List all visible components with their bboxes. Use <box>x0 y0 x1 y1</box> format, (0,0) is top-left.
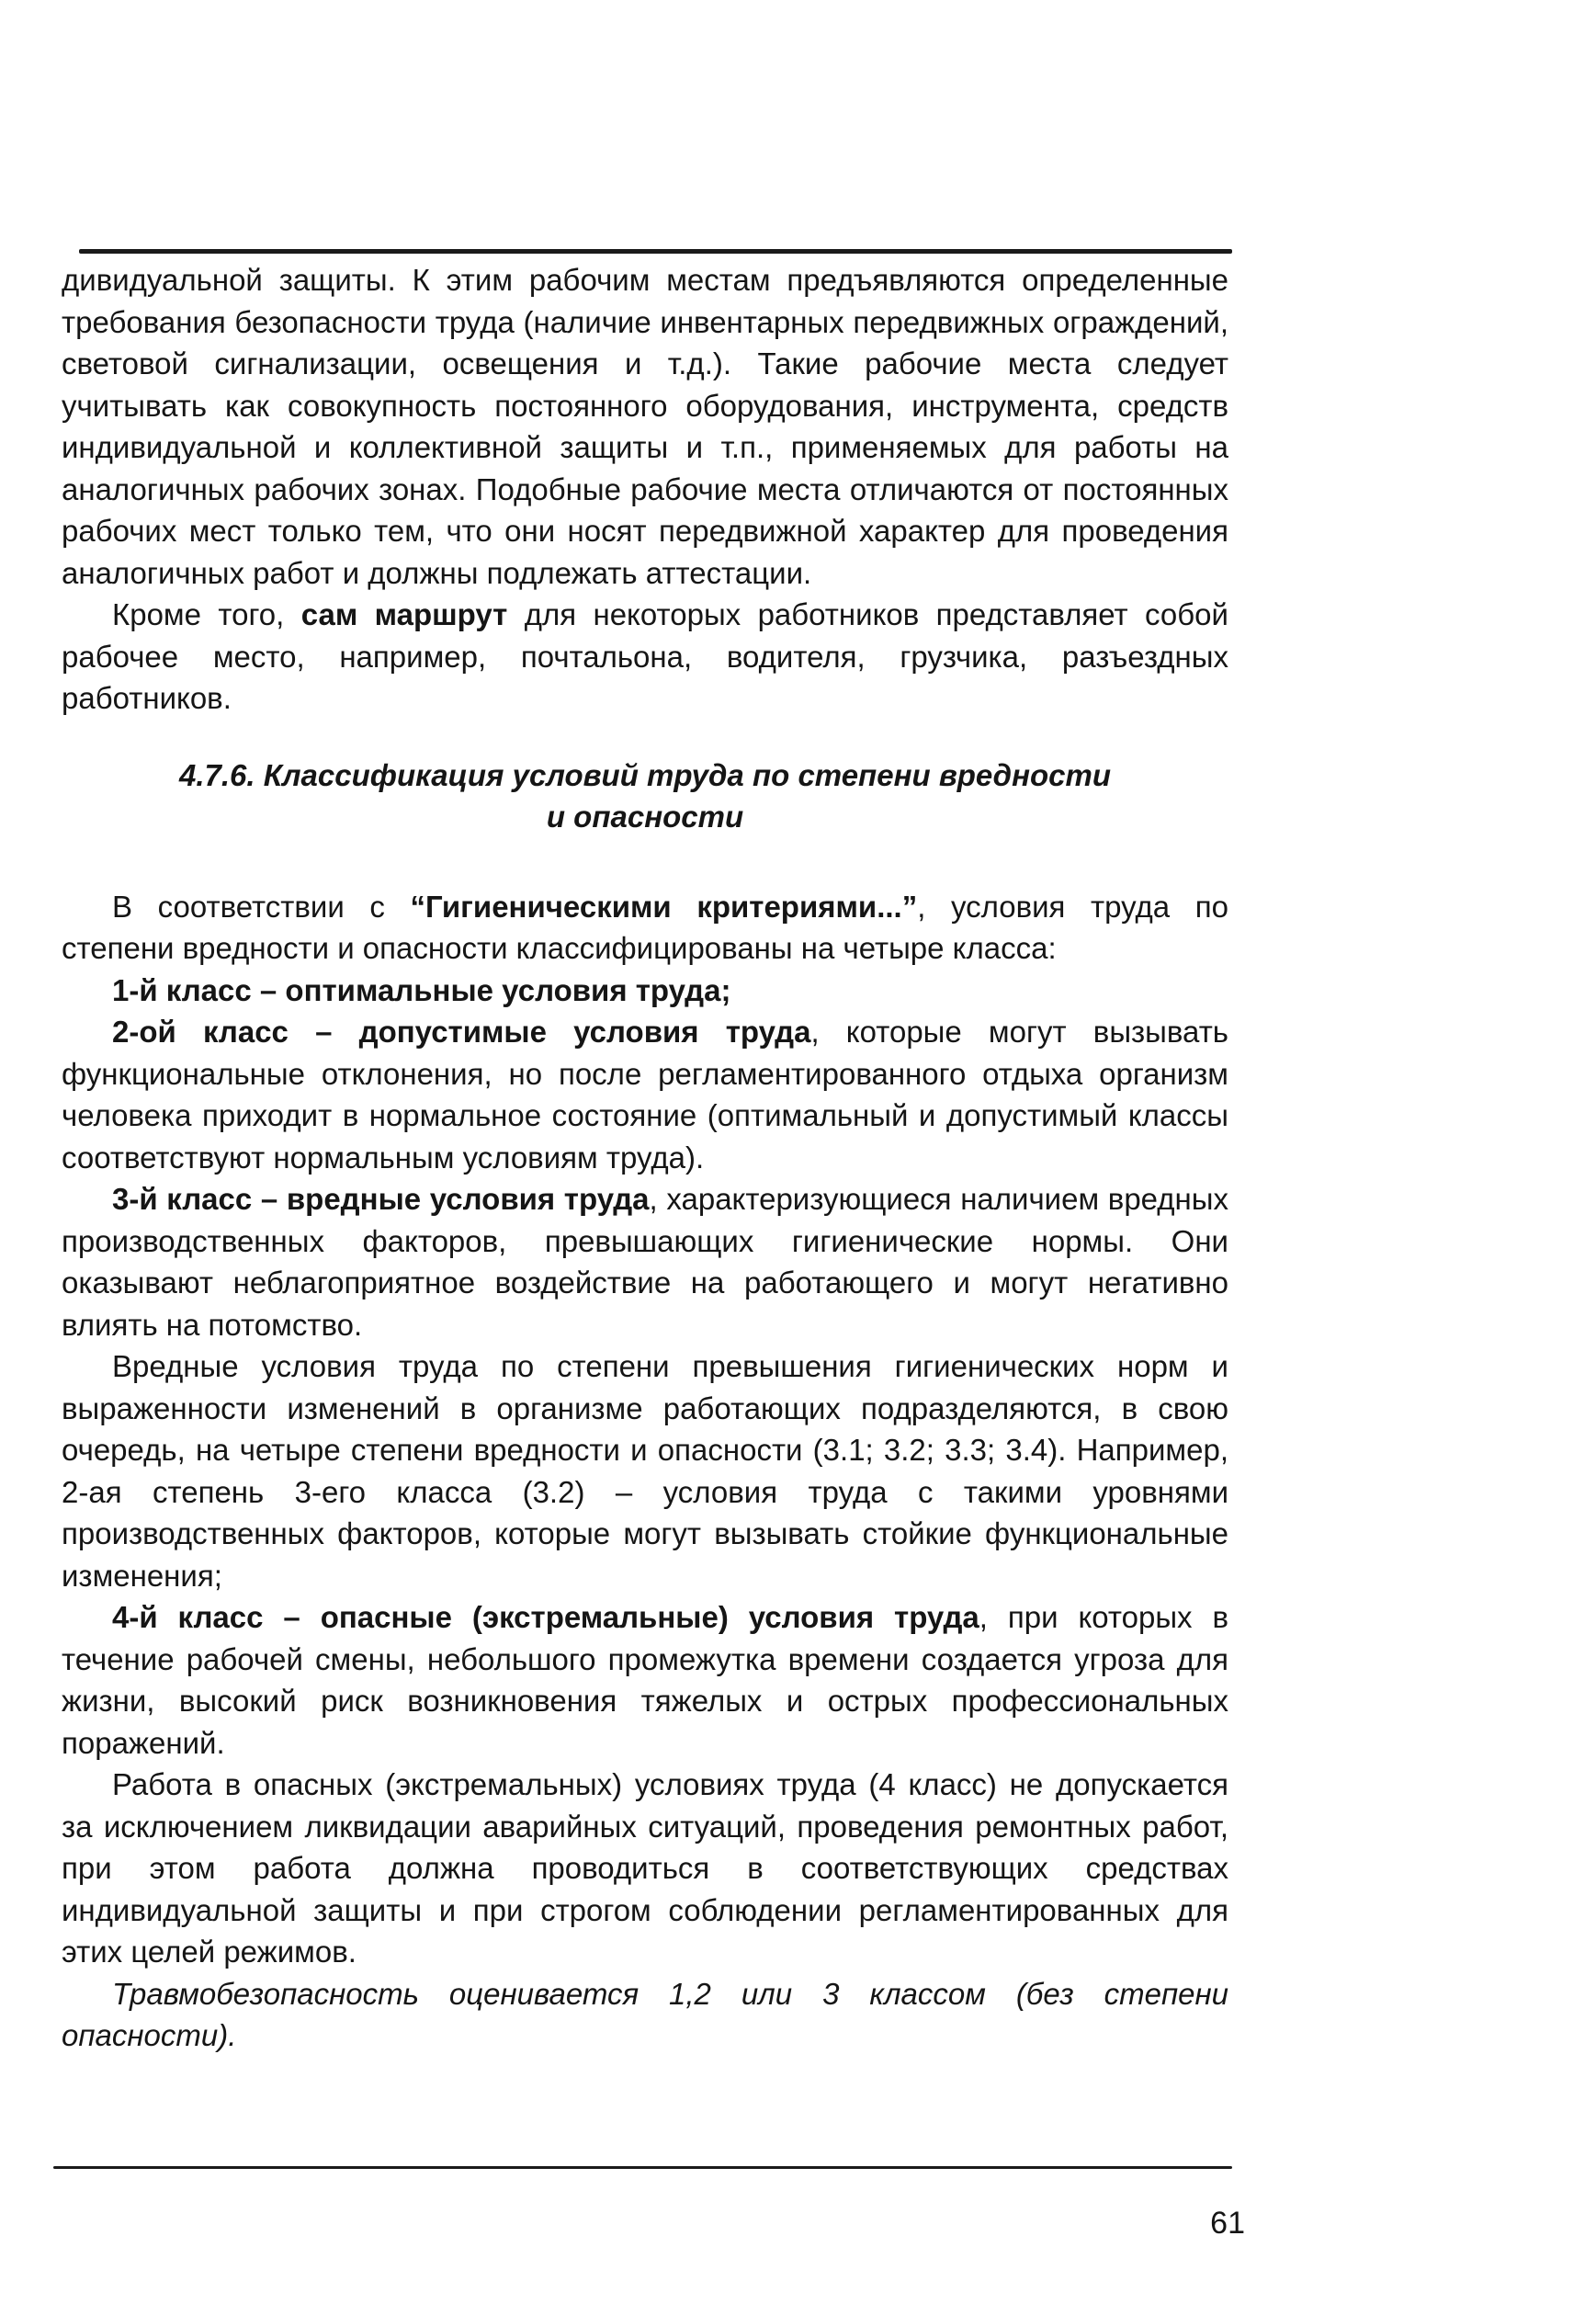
class1-title: 1-й класс – оптимальные условия труда; <box>112 972 731 1007</box>
paragraph-continuation: дивидуальной защиты. К этим рабочим местам предъявляются определенные требования безопасности труда (наличие инвентарных передвижных ограждений, световой сигнализации, освещения и т.д.). Такие рабочие места следует учитывать как совокупность постоянного оборудования, инструмента, средств индивидуальной и коллективной защиты и т.п., применяемых для работы на аналогичных рабочих зонах. Подобные рабочие места отличаются от постоянных рабочих мест только тем, что они носят передвижной характер для проведения аналогичных работ и должны подлежать аттестации. <box>62 263 1228 590</box>
paragraph-route <box>62 594 1228 720</box>
route-bold-term: сам маршрут <box>300 597 508 631</box>
section-heading-line2: и опасности <box>546 800 744 834</box>
class2-title: 2-ой класс – допустимые условия труда <box>112 1015 811 1049</box>
class4-item <box>62 1596 1228 1764</box>
paragraph-criteria <box>62 886 1228 970</box>
paragraph-route-start: Кроме того, <box>112 597 301 631</box>
top-rule <box>79 249 1232 254</box>
section-heading-line1: 4.7.6. Классификация условий труда по степени вредности <box>178 757 1112 792</box>
bottom-rule <box>53 2166 1232 2169</box>
class3-title: 3-й класс – вредные условия труда <box>112 1182 650 1216</box>
class4-title: 4-й класс – опасные (экстремальные) условия труда <box>112 1600 979 1634</box>
paragraph-dangerous-work: Работа в опасных (экстремальных) условиях труда (4 класс) не допускается за исключением ликвидации аварийных ситуаций, проведения ремонтных работ, при этом работа должна проводиться в соответствующих средствах индивидуальной защиты и при строгом соблюдении регламентированных для этих целей режимов. <box>62 1767 1228 1969</box>
class3-item <box>62 1178 1228 1345</box>
class4-description: , при которых в течение рабочей смены, небольшого промежутка времени создается угроза для жизни, высокий риск возникновения тяжелых и острых профессиональных поражений. <box>62 1600 1228 1760</box>
page-number: 61 <box>1210 2206 1245 2241</box>
paragraph-criteria-start: В соответствии с <box>112 889 411 924</box>
paragraph-route-end: для некоторых работников представляет собой рабочее место, например, почтальона, водителя, грузчика, разъездных работников. <box>62 597 1228 715</box>
class2-item <box>62 1011 1228 1178</box>
section-heading <box>62 755 1228 838</box>
page-content <box>62 259 1228 2057</box>
paragraph-injury-safety: Травмобезопасность оценивается 1,2 или 3 классом (без степени опасности). <box>62 1976 1228 2052</box>
criteria-bold-term: “Гигиеническими критериями...” <box>410 889 918 924</box>
paragraph-criteria-end: , условия труда по степени вредности и опасности классифицированы на четыре класса: <box>62 889 1228 965</box>
class2-description: , которые могут вызывать функциональные отклонения, но после регламентированного отдыха организм человека приходит в нормальное состояние (оптимальный и допустимый классы соответствуют нормальным условиям труда). <box>62 1015 1228 1175</box>
class1-item <box>62 970 1228 1012</box>
class3-description: , характеризующиеся наличием вредных производственных факторов, превышающих гигиенические нормы. Они оказывают неблагоприятное воздействие на работающего и могут негативно влиять на потомство. <box>62 1182 1229 1342</box>
paragraph-harmful-degrees: Вредные условия труда по степени превышения гигиенических норм и выраженности изменений в организме работающих подразделяются, в свою очередь, на четыре степени вредности и опасности (3.1; 3.2; 3.3; 3.4). Например, 2-ая степень 3-его класса (3.2) – условия труда с такими уровнями производственных факторов, которые могут вызывать стойкие функциональные изменения; <box>62 1349 1228 1593</box>
